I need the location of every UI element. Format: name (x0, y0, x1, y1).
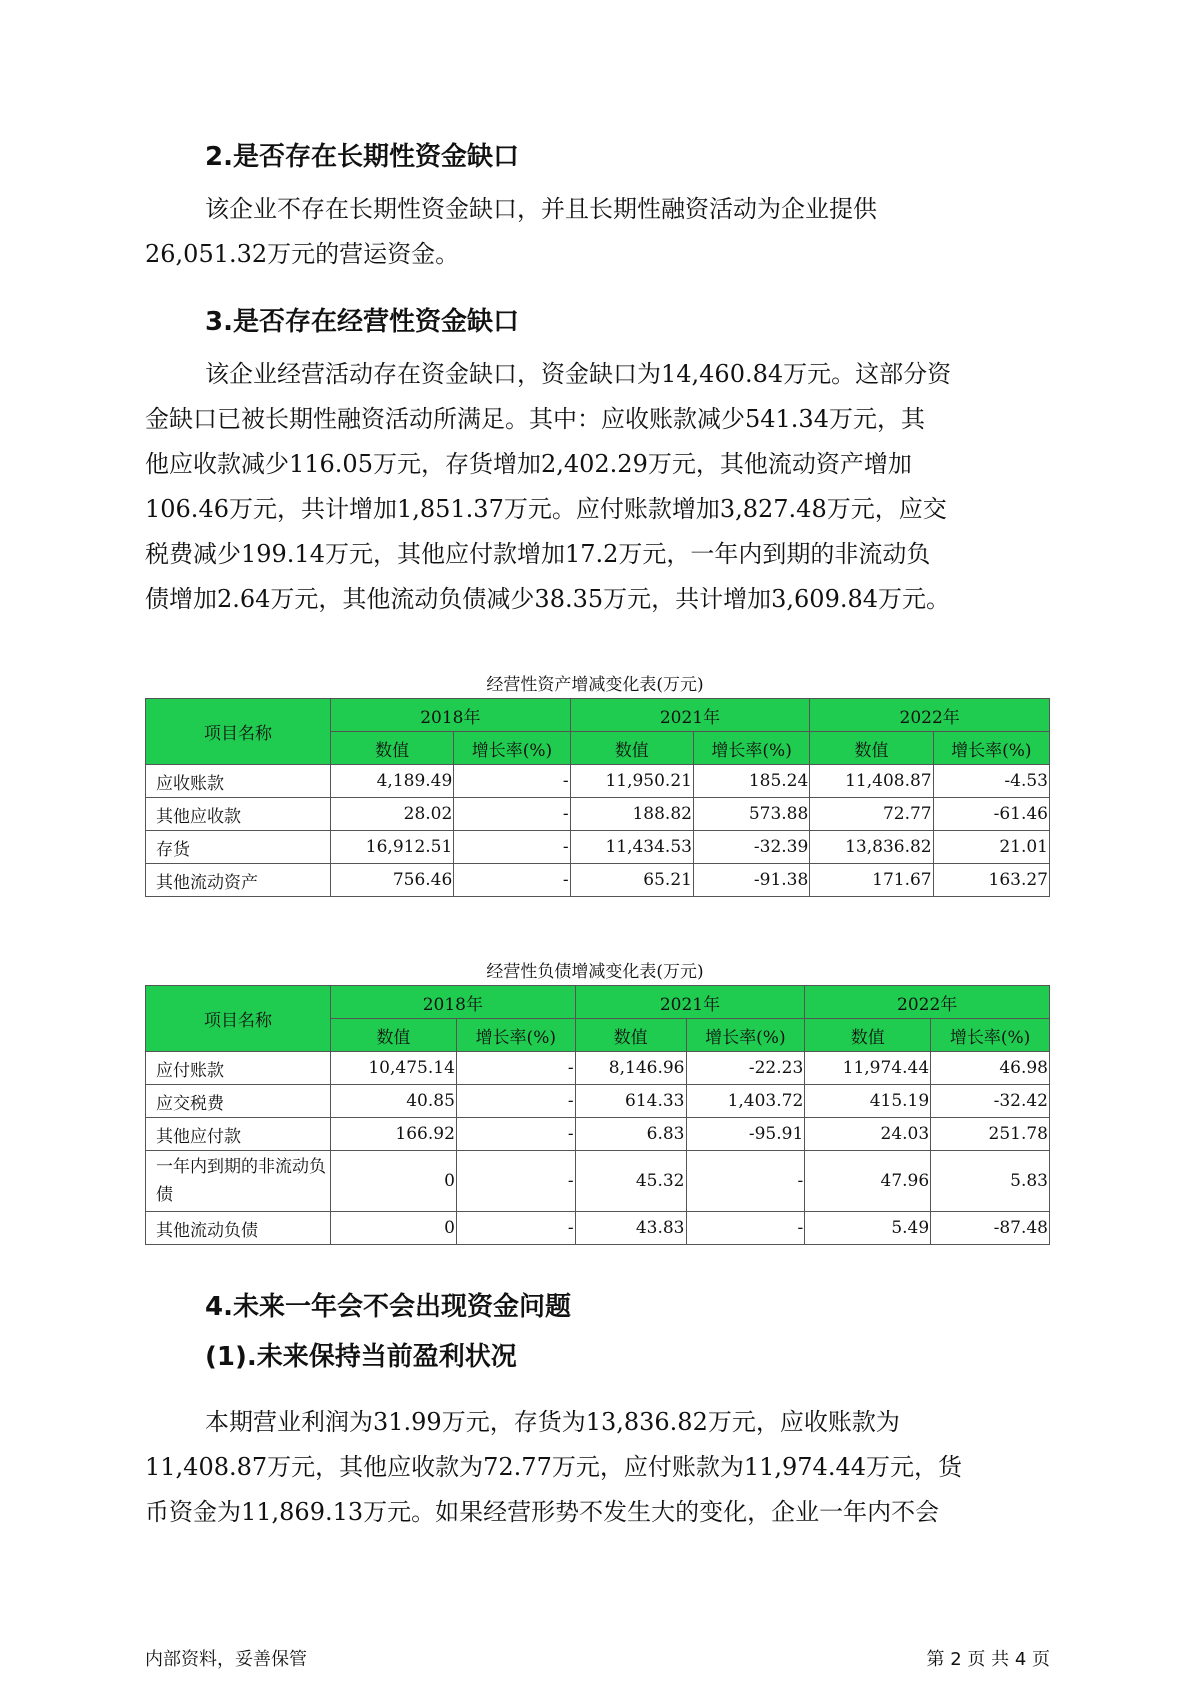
table-cell: 166.92 (331, 1118, 457, 1151)
table-cell: 0 (331, 1151, 457, 1212)
table-cell: 163.27 (933, 864, 1049, 897)
table-body (146, 765, 1050, 897)
table-cell: 5.49 (805, 1212, 931, 1245)
table-cell: 756.46 (331, 864, 454, 897)
column-subheader: 增长率(%) (933, 732, 1049, 765)
column-subheader: 增长率(%) (693, 732, 809, 765)
table-cell: - (456, 1212, 575, 1245)
table-cell: 46.98 (931, 1052, 1050, 1085)
table-cell: 21.01 (933, 831, 1049, 864)
table-cell: 11,408.87 (810, 765, 933, 798)
table-cell: 28.02 (331, 798, 454, 831)
row-label: 其他应收款 (146, 798, 331, 831)
row-label: 其他应付款 (146, 1118, 331, 1151)
footer-confidential-note: 内部资料，妥善保管 (145, 1649, 307, 1670)
table-cell: -61.46 (933, 798, 1049, 831)
paragraph-long-term-gap (145, 187, 1060, 277)
column-header-name: 项目名称 (146, 699, 331, 765)
table-cell: 16,912.51 (331, 831, 454, 864)
table-cell: - (454, 831, 570, 864)
column-header-year: 2018年 (331, 699, 571, 732)
table-cell: - (454, 765, 570, 798)
footer-page-number: 第 2 页 共 4 页 (926, 1649, 1050, 1670)
table-cell: - (454, 798, 570, 831)
table-cell: 72.77 (810, 798, 933, 831)
column-subheader: 数值 (805, 1019, 931, 1052)
table-row (146, 798, 1050, 831)
table-cell: - (456, 1118, 575, 1151)
column-header-year: 2021年 (575, 986, 805, 1019)
column-subheader: 增长率(%) (931, 1019, 1050, 1052)
table-cell: 11,950.21 (570, 765, 693, 798)
section-heading-long-term-gap: 2.是否存在长期性资金缺口 (205, 142, 519, 172)
paragraph-line: 106.46万元，共计增加1,851.37万元。应付账款增加3,827.48万元，应交 (145, 495, 947, 523)
paragraph-line: 该企业不存在长期性资金缺口，并且长期性融资活动为企业提供 (205, 195, 877, 223)
table-cell: 11,434.53 (570, 831, 693, 864)
table-cell: -4.53 (933, 765, 1049, 798)
column-subheader: 数值 (570, 732, 693, 765)
table-caption-liabilities: 经营性负债增减变化表(万元) (486, 962, 704, 982)
table-cell: 188.82 (570, 798, 693, 831)
row-label: 应付账款 (146, 1052, 331, 1085)
paragraph-line: 该企业经营活动存在资金缺口，资金缺口为14,460.84万元。这部分资 (205, 360, 952, 388)
table-row (146, 1151, 1050, 1212)
row-label: 一年内到期的非流动负债 (146, 1151, 331, 1212)
section-heading-operating-gap: 3.是否存在经营性资金缺口 (205, 307, 519, 337)
table-cell: 8,146.96 (575, 1052, 686, 1085)
table-cell: 251.78 (931, 1118, 1050, 1151)
table-cell: - (686, 1212, 805, 1245)
table-cell: 10,475.14 (331, 1052, 457, 1085)
paragraph-next-year (145, 1400, 1060, 1535)
table-cell: -22.23 (686, 1052, 805, 1085)
column-header-year: 2018年 (331, 986, 576, 1019)
table-row (146, 1085, 1050, 1118)
column-subheader: 增长率(%) (456, 1019, 575, 1052)
table-cell: 415.19 (805, 1085, 931, 1118)
table-row (146, 1118, 1050, 1151)
column-subheader: 数值 (331, 1019, 457, 1052)
column-subheader: 数值 (331, 732, 454, 765)
table-cell: 47.96 (805, 1151, 931, 1212)
table-cell: 6.83 (575, 1118, 686, 1151)
table-cell: -91.38 (693, 864, 809, 897)
table-cell: -32.42 (931, 1085, 1050, 1118)
table-cell: 43.83 (575, 1212, 686, 1245)
table-cell: - (456, 1052, 575, 1085)
table-cell: 24.03 (805, 1118, 931, 1151)
row-label: 应交税费 (146, 1085, 331, 1118)
table-cell: 4,189.49 (331, 765, 454, 798)
table-cell: 0 (331, 1212, 457, 1245)
table-cell: 185.24 (693, 765, 809, 798)
column-header-year: 2022年 (805, 986, 1050, 1019)
table-cell: 65.21 (570, 864, 693, 897)
table-row (146, 1212, 1050, 1245)
table-cell: 573.88 (693, 798, 809, 831)
row-label: 存货 (146, 831, 331, 864)
table-cell: -95.91 (686, 1118, 805, 1151)
table-cell: - (454, 864, 570, 897)
paragraph-line: 债增加2.64万元，其他流动负债减少38.35万元，共计增加3,609.84万元。 (145, 585, 951, 613)
operating-liabilities-table (145, 985, 1050, 1245)
table-row (146, 831, 1050, 864)
column-header-year: 2021年 (570, 699, 810, 732)
paragraph-operating-gap (145, 352, 1060, 622)
table-cell: 1,403.72 (686, 1085, 805, 1118)
paragraph-line: 26,051.32万元的营运资金。 (145, 240, 460, 268)
table-row (146, 1052, 1050, 1085)
table-cell: -32.39 (693, 831, 809, 864)
table-cell: 614.33 (575, 1085, 686, 1118)
column-header-year: 2022年 (810, 699, 1050, 732)
table-cell: 5.83 (931, 1151, 1050, 1212)
column-header-name: 项目名称 (146, 986, 331, 1052)
column-subheader: 数值 (810, 732, 933, 765)
paragraph-line: 币资金为11,869.13万元。如果经营形势不发生大的变化，企业一年内不会 (145, 1498, 940, 1526)
paragraph-line: 金缺口已被长期性融资活动所满足。其中：应收账款减少541.34万元，其 (145, 405, 925, 433)
table-cell: - (456, 1085, 575, 1118)
table-cell: 13,836.82 (810, 831, 933, 864)
table-caption-assets: 经营性资产增减变化表(万元) (486, 675, 704, 695)
table-row (146, 765, 1050, 798)
paragraph-line: 税费减少199.14万元，其他应付款增加17.2万元，一年内到期的非流动负 (145, 540, 931, 568)
table-cell: 45.32 (575, 1151, 686, 1212)
table-cell: - (456, 1151, 575, 1212)
paragraph-line: 本期营业利润为31.99万元，存货为13,836.82万元，应收账款为 (205, 1408, 900, 1436)
operating-assets-table (145, 698, 1050, 897)
row-label: 其他流动负债 (146, 1212, 331, 1245)
row-label: 其他流动资产 (146, 864, 331, 897)
table-cell: 171.67 (810, 864, 933, 897)
subsection-heading-current-profit: (1).未来保持当前盈利状况 (205, 1342, 517, 1372)
column-subheader: 数值 (575, 1019, 686, 1052)
table-row (146, 864, 1050, 897)
table-cell: -87.48 (931, 1212, 1050, 1245)
table-cell: 40.85 (331, 1085, 457, 1118)
column-subheader: 增长率(%) (454, 732, 570, 765)
table-cell: 11,974.44 (805, 1052, 931, 1085)
section-heading-next-year: 4.未来一年会不会出现资金问题 (205, 1292, 571, 1322)
paragraph-line: 11,408.87万元，其他应收款为72.77万元，应付账款为11,974.44万元，货 (145, 1453, 962, 1481)
column-subheader: 增长率(%) (686, 1019, 805, 1052)
table-body (146, 1052, 1050, 1245)
paragraph-line: 他应收款减少116.05万元，存货增加2,402.29万元，其他流动资产增加 (145, 450, 912, 478)
table-cell: - (686, 1151, 805, 1212)
row-label: 应收账款 (146, 765, 331, 798)
